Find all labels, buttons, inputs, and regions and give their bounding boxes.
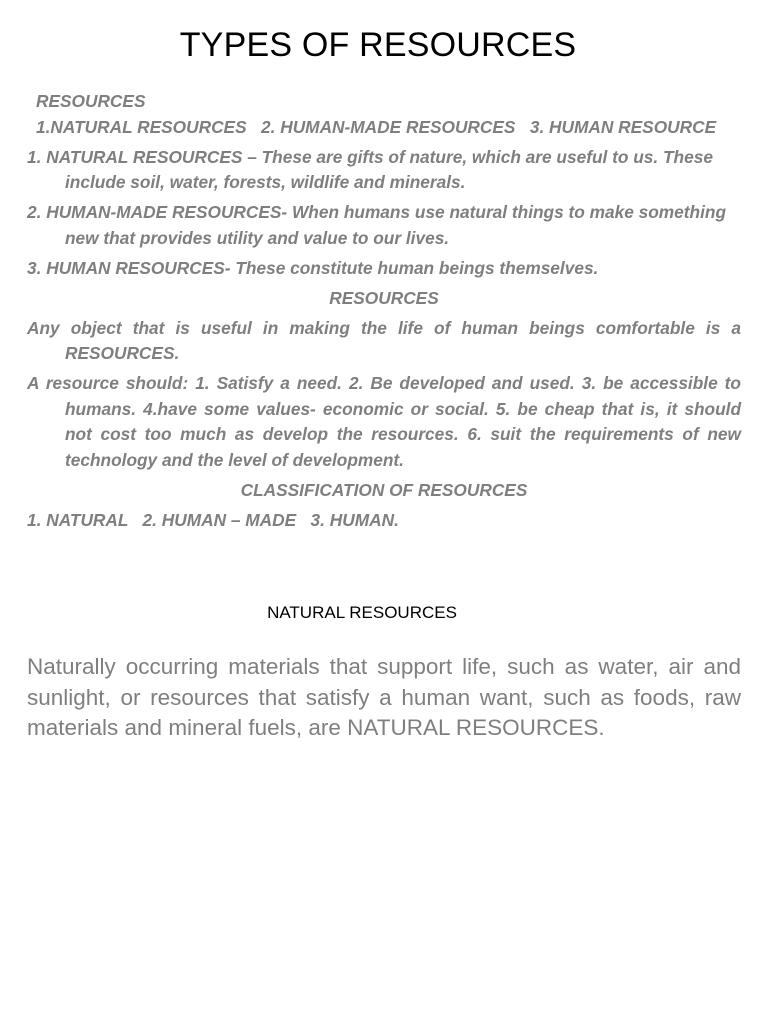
slide-content bbox=[27, 89, 741, 533]
resource-types-list: 1.NATURAL RESOURCES 2. HUMAN-MADE RESOURCES 3. HUMAN RESOURCE bbox=[36, 116, 717, 137]
human-resources-definition: 3. HUMAN RESOURCES- These constitute human beings themselves. bbox=[27, 257, 599, 278]
page-title: TYPES OF RESOURCES bbox=[179, 26, 577, 64]
resource-definition: Any object that is useful in making the life of human beings comfortable is a RESOURCES. bbox=[27, 317, 741, 363]
human-made-resources-definition: 2. HUMAN-MADE RESOURCES- When humans use natural things to make something new that provides utility and value to our lives. bbox=[27, 202, 726, 248]
classification-heading: CLASSIFICATION OF RESOURCES bbox=[240, 479, 528, 500]
classification-list: 1. NATURAL 2. HUMAN – MADE 3. HUMAN. bbox=[27, 509, 399, 530]
natural-resources-definition: 1. NATURAL RESOURCES – These are gifts of nature, which are useful to us. These include soil, water, forests, wildlife and minerals. bbox=[27, 146, 713, 192]
resource-requirements: A resource should: 1. Satisfy a need. 2. Be developed and used. 3. be accessible to humans. 4.have some values- economic or social. 5. be cheap that is, it should not cost too much as develop the resources. 6. suit the requirements of new technology and the level of development. bbox=[27, 373, 741, 470]
resources-label: RESOURCES bbox=[36, 91, 146, 111]
natural-resources-body: Naturally occurring materials that support life, such as water, air and sunlight, or resources that satisfy a human want, such as foods, raw materials and mineral fuels, are NATURAL RESOURCES. bbox=[27, 654, 741, 740]
natural-resources-heading: NATURAL RESOURCES bbox=[267, 603, 457, 622]
resources-heading: RESOURCES bbox=[329, 287, 439, 308]
